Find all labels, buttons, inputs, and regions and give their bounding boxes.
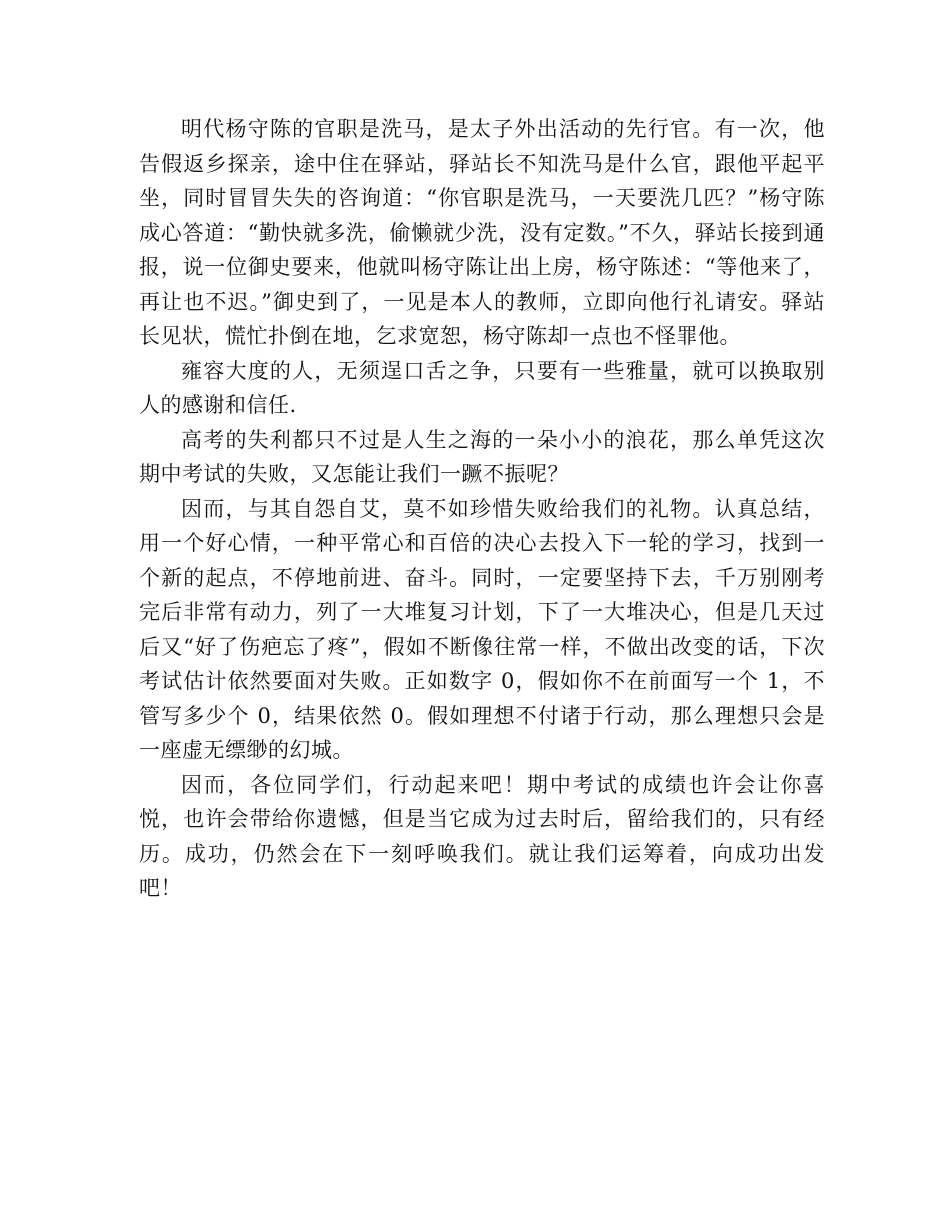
paragraph-exam-setback: 高考的失利都只不过是人生之海的一朵小小的浪花，那么单凭这次期中考试的失败，又怎能让我们一蹶不振呢？ bbox=[139, 427, 825, 486]
paragraph-story: 明代杨守陈的官职是洗马，是太子外出活动的先行官。有一次，他告假返乡探亲，途中住在驿站，驿站长不知洗马是什么官，跟他平起平坐，同时冒冒失失的咨询道：“你官职是洗马，一天要洗几匹？”杨守陈成心答道：“勤快就多洗，偷懒就少洗，没有定数。”不久，驿站长接到通报，说一位御史要来，他就叫杨守陈让出上房，杨守陈述：“等他来了，再让也不迟。”御史到了，一见是本人的教师，立即向他行礼请安。驿站长见状，慌忙扑倒在地，乞求宽恕，杨守陈却一点也不怪罪他。 bbox=[139, 117, 825, 348]
paragraph-moral: 雍容大度的人，无须逞口舌之争，只要有一些雅量，就可以换取别人的感谢和信任. bbox=[139, 358, 825, 417]
paragraph-advice: 因而，与其自怨自艾，莫不如珍惜失败给我们的礼物。认真总结，用一个好心情，一种平常心和百倍的决心去投入下一轮的学习，找到一个新的起点，不停地前进、奋斗。同时，一定要坚持下去，千万别刚考完后非常有动力，列了一大堆复习计划，下了一大堆决心，但是几天过后又“好了伤疤忘了疼”，假如不断像往常一样，不做出改变的话，下次考试估计依然要面对失败。正如数字 0，假如你不在前面写一个 1，不管写多少个 0，结果依然 0。假如理想不付诸于行动，那么理想只会是一座虚无缥缈的幻城。 bbox=[139, 496, 825, 762]
paragraph-conclusion: 因而，各位同学们，行动起来吧！期中考试的成绩也许会让你喜悦，也许会带给你遗憾，但是当它成为过去时后，留给我们的，只有经历。成功，仍然会在下一刻呼唤我们。就让我们运筹着，向成功出发吧！ bbox=[139, 772, 825, 900]
document-body bbox=[139, 112, 825, 906]
